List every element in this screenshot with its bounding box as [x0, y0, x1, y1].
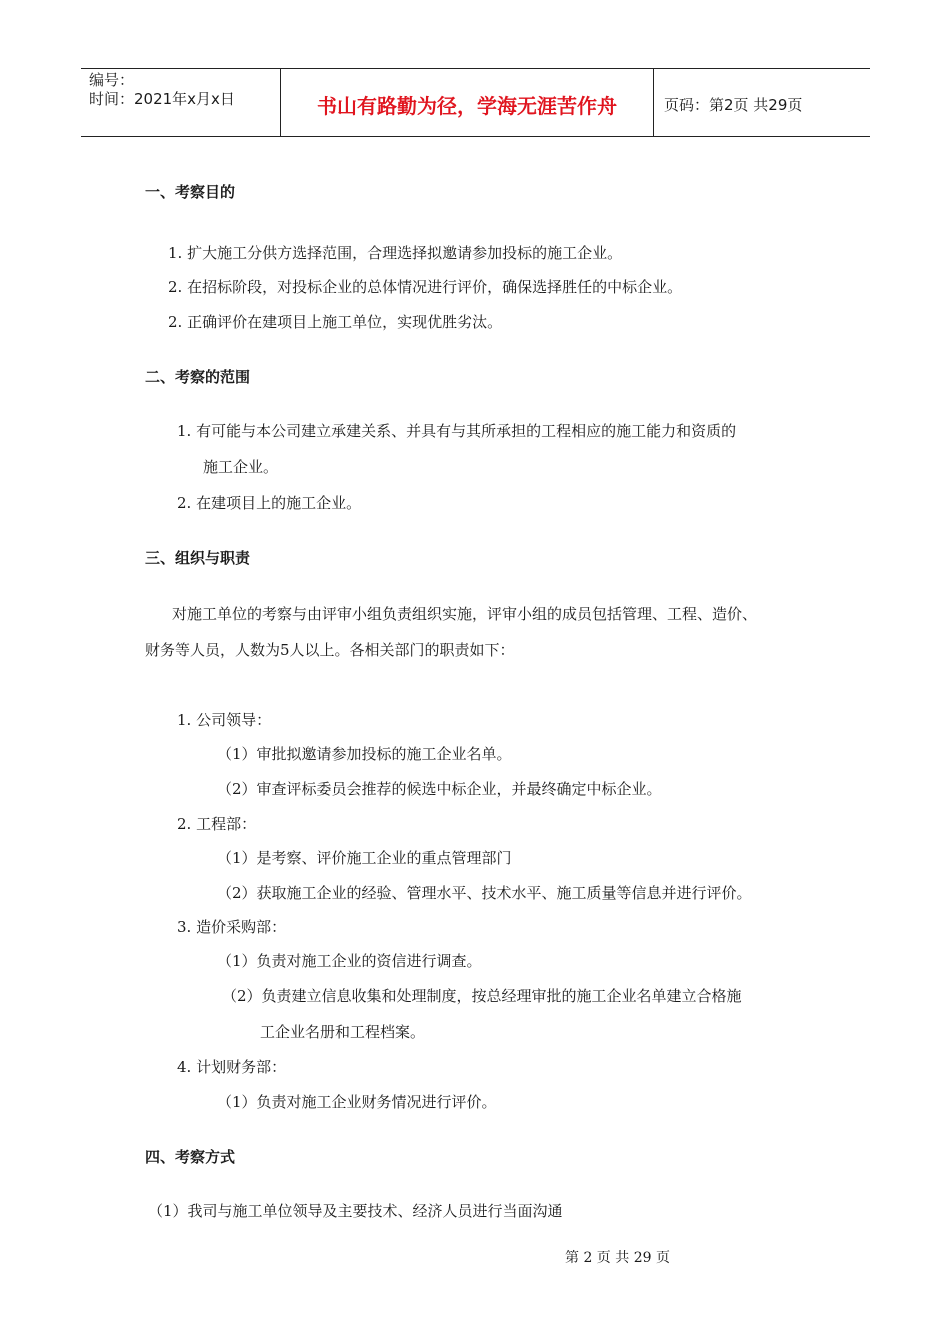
- section-title-purpose: 一、考察目的: [145, 183, 236, 201]
- list-item: （1）负责对施工企业的资信进行调查。: [217, 952, 482, 970]
- list-item: 1. 扩大施工分供方选择范围，合理选择拟邀请参加投标的施工企业。: [168, 244, 623, 262]
- paragraph-line: 对施工单位的考察与由评审小组负责组织实施，评审小组的成员包括管理、工程、造价、: [172, 605, 758, 623]
- list-item: （2）负责建立信息收集和处理制度，按总经理审批的施工企业名单建立合格施: [222, 987, 742, 1005]
- list-item: （1）是考察、评价施工企业的重点管理部门: [217, 849, 512, 867]
- list-item: （1）审批拟邀请参加投标的施工企业名单。: [217, 745, 512, 763]
- list-item: 施工企业。: [203, 458, 279, 476]
- list-item: （1）我司与施工单位领导及主要技术、经济人员进行当面沟通: [148, 1202, 563, 1220]
- header-meta-cell: [81, 69, 281, 136]
- list-item: 1. 有可能与本公司建立承建关系、并具有与其所承担的工程相应的施工能力和资质的: [177, 422, 737, 440]
- list-item: （2）获取施工企业的经验、管理水平、技术水平、施工质量等信息并进行评价。: [217, 884, 752, 902]
- list-item: （1）负责对施工企业财务情况进行评价。: [217, 1093, 497, 1111]
- department-heading: 1. 公司领导：: [177, 711, 272, 729]
- department-heading: 4. 计划财务部：: [177, 1058, 287, 1076]
- serial-label: 编号：: [89, 71, 135, 89]
- section-title-scope: 二、考察的范围: [145, 368, 251, 386]
- list-item: 2. 正确评价在建项目上施工单位，实现优胜劣汰。: [168, 313, 503, 331]
- header-page-code: 页码：第2页 共29页: [664, 96, 803, 114]
- paragraph-line: 财务等人员，人数为5人以上。各相关部门的职责如下：: [145, 641, 515, 659]
- header-motto: 书山有路勤为径，学海无涯苦作舟: [281, 69, 654, 136]
- list-item: （2）审查评标委员会推荐的候选中标企业，并最终确定中标企业。: [217, 780, 662, 798]
- section-title-organization: 三、组织与职责: [145, 549, 251, 567]
- section-title-method: 四、考察方式: [145, 1148, 236, 1166]
- time-label: 时间：2021年x月x日: [89, 90, 235, 108]
- page-header: [81, 68, 870, 137]
- list-item: 工企业名册和工程档案。: [260, 1023, 426, 1041]
- page-footer: 第 2 页 共 29 页: [565, 1250, 670, 1266]
- department-heading: 2. 工程部：: [177, 815, 257, 833]
- list-item: 2. 在建项目上的施工企业。: [177, 494, 362, 512]
- list-item: 2. 在招标阶段，对投标企业的总体情况进行评价，确保选择胜任的中标企业。: [168, 278, 683, 296]
- department-heading: 3. 造价采购部：: [177, 918, 287, 936]
